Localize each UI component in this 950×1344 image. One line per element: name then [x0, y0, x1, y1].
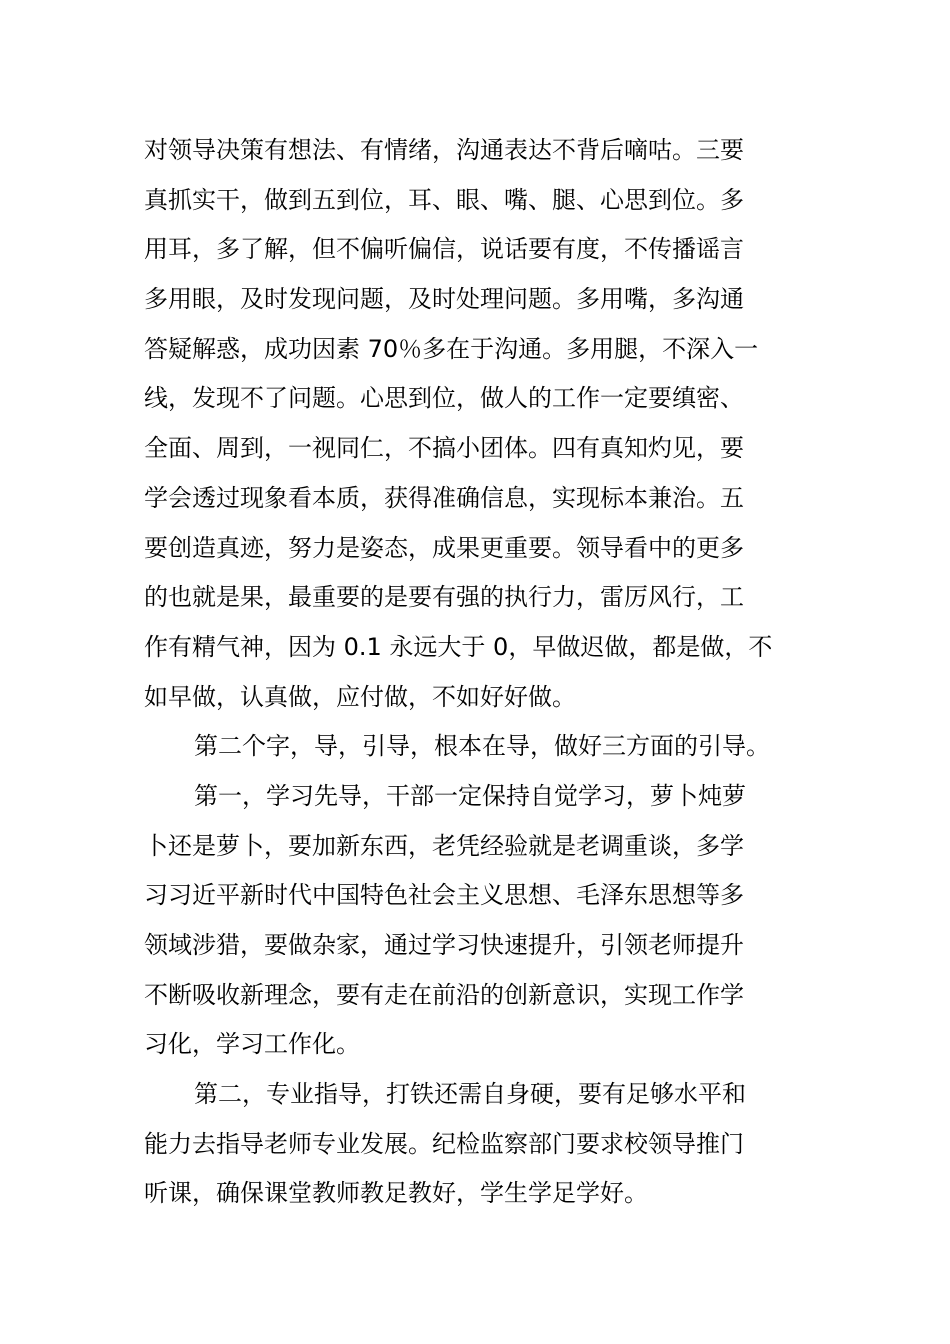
text-line: 领域涉猎，要做杂家，通过学习快速提升，引领老师提升	[144, 931, 744, 959]
paragraph-first-line: 第二个字，导，引导，根本在导，做好三方面的引导。	[194, 732, 770, 761]
paragraph-first-line: 第二，专业指导，打铁还需自身硬，要有足够水平和	[194, 1080, 746, 1109]
text-line: 习化，学习工作化。	[144, 1030, 360, 1059]
text-line: 习习近平新时代中国特色社会主义思想、毛泽东思想等多	[144, 881, 744, 910]
text-line: 对领导决策有想法、有情绪，沟通表达不背后嘀咕。三要	[144, 136, 744, 164]
paragraph-first-line: 第一，学习先导，干部一定保持自觉学习，萝卜炖萝	[194, 781, 746, 810]
text-line: 卜还是萝卜，要加新东西，老凭经验就是老调重谈，多学	[144, 831, 744, 860]
text-line: 作有精气神，因为 0.1 永远大于 0，早做迟做，都是做，不	[144, 632, 773, 661]
text-line: 不断吸收新理念，要有走在前沿的创新意识，实现工作学	[144, 980, 744, 1009]
text-line: 线，发现不了问题。心思到位，做人的工作一定要缜密、	[144, 384, 744, 413]
text-line: 答疑解惑，成功因素 70％多在于沟通。多用腿，不深入一	[144, 334, 759, 363]
text-line: 学会透过现象看本质，获得准确信息，实现标本兼治。五	[144, 483, 744, 512]
text-line: 能力去指导老师专业发展。纪检监察部门要求校领导推门	[144, 1129, 744, 1158]
text-line: 要创造真迹，努力是姿态，成果更重要。领导看中的更多	[144, 533, 744, 562]
document-body	[144, 126, 814, 1219]
text-line: 听课，确保课堂教师教足教好，学生学足学好。	[144, 1179, 648, 1208]
text-line: 如早做，认真做，应付做，不如好好做。	[144, 682, 576, 711]
text-line: 全面、周到，一视同仁，不搞小团体。四有真知灼见，要	[144, 434, 744, 463]
text-line: 用耳，多了解，但不偏听偏信，说话要有度，不传播谣言	[144, 235, 744, 264]
text-line: 多用眼，及时发现问题，及时处理问题。多用嘴，多沟通	[144, 285, 744, 314]
text-line: 的也就是果，最重要的是要有强的执行力，雷厉风行，工	[144, 583, 744, 612]
text-line: 真抓实干，做到五到位，耳、眼、嘴、腿、心思到位。多	[144, 185, 744, 214]
